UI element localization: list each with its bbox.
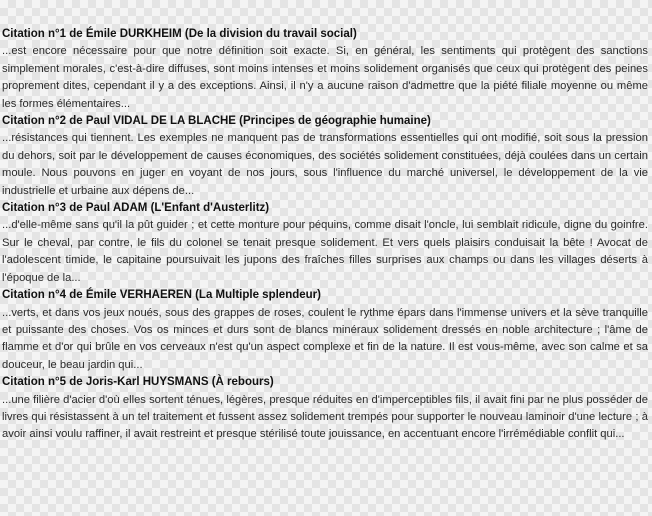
citation-title: Citation n°5 de Joris-Karl HUYSMANS (À rebours) (2, 376, 274, 389)
citation-4 (2, 287, 648, 374)
citation-title: Citation n°3 de Paul ADAM (L'Enfant d'Austerlitz) (2, 202, 270, 215)
citation-3 (2, 200, 648, 287)
citation-2 (2, 113, 648, 200)
citation-1 (2, 26, 648, 113)
citation-text: ...d'elle-même sans qu'il la pût guider ; et cette monture pour péquins, comme disait l'oncle, lui semblait ridicule, digne du goinfre. Sur le cheval, par contre, le fils du colonel se tenait presque solidement. Et vers quels plaisirs conduisait la bête ! Avocat de l'adolescent timide, le capitaine poursuivait les jupons des fraîches filles surprises aux champs ou dans les villages déserts à l'époque de la... (2, 219, 648, 284)
citation-title: Citation n°1 de Émile DURKHEIM (De la division du travail social) (2, 28, 357, 40)
citation-text: ...une filière d'acier d'où elles sortent ténues, légères, presque réduites en d'imperceptibles fils, il avait fini par ne plus posséder de livres qui résistassent à un tel traitement et fussent assez solidement trempés pour supporter le nouveau laminoir d'une lecture ; à avoir ainsi voulu raffiner, il avait restreint et presque stérilisé toute jouissance, en accentuant encore l'irrémédiable conflit qui... (2, 393, 648, 441)
citation-5 (2, 374, 648, 444)
citation-title: Citation n°2 de Paul VIDAL DE LA BLACHE (Principes de géographie humaine) (2, 115, 431, 128)
citation-text: ...est encore nécessaire pour que notre définition soit exacte. Si, en général, les sentiments qui protègent des sanctions simplement morales, c'est-à-dire diffuses, sont moins intenses et moins solidement organisés que ceux qui protègent des peines proprement dites, cependant il y a des exceptions. Ainsi, il n'y a aucune raison d'admettre que la piété filiale moyenne ou même les formes élémentaires... (2, 45, 648, 110)
citation-text: ...résistances qui tiennent. Les exemples ne manquent pas de transformations essentielles qui ont modifié, soit sous la pression du dehors, soit par le développement de causes économiques, des sociétés solidement constituées, déjà coulées dans un certain moule. Nous pouvons en juger en voyant de nos jours, sous l'influence du marché universel, le développement de la vie industrielle et urbaine aux dépens de... (2, 132, 648, 197)
citation-title: Citation n°4 de Émile VERHAEREN (La Multiple splendeur) (2, 289, 321, 302)
citation-text: ...verts, et dans vos jeux noués, sous des grappes de roses, coulent le rythme épars dans l'immense univers et la sève tranquille et puissante des choses. Vos os minces et durs sont de blancs minéraux solidement dressés en noble architecture ; l'âme de flamme et d'or qui brûle en vos cerveaux n'est qu'un aspect complexe et fin de la nature. Il est vous-même, avec son calme et sa douceur, le beau jardin qui... (2, 306, 648, 371)
